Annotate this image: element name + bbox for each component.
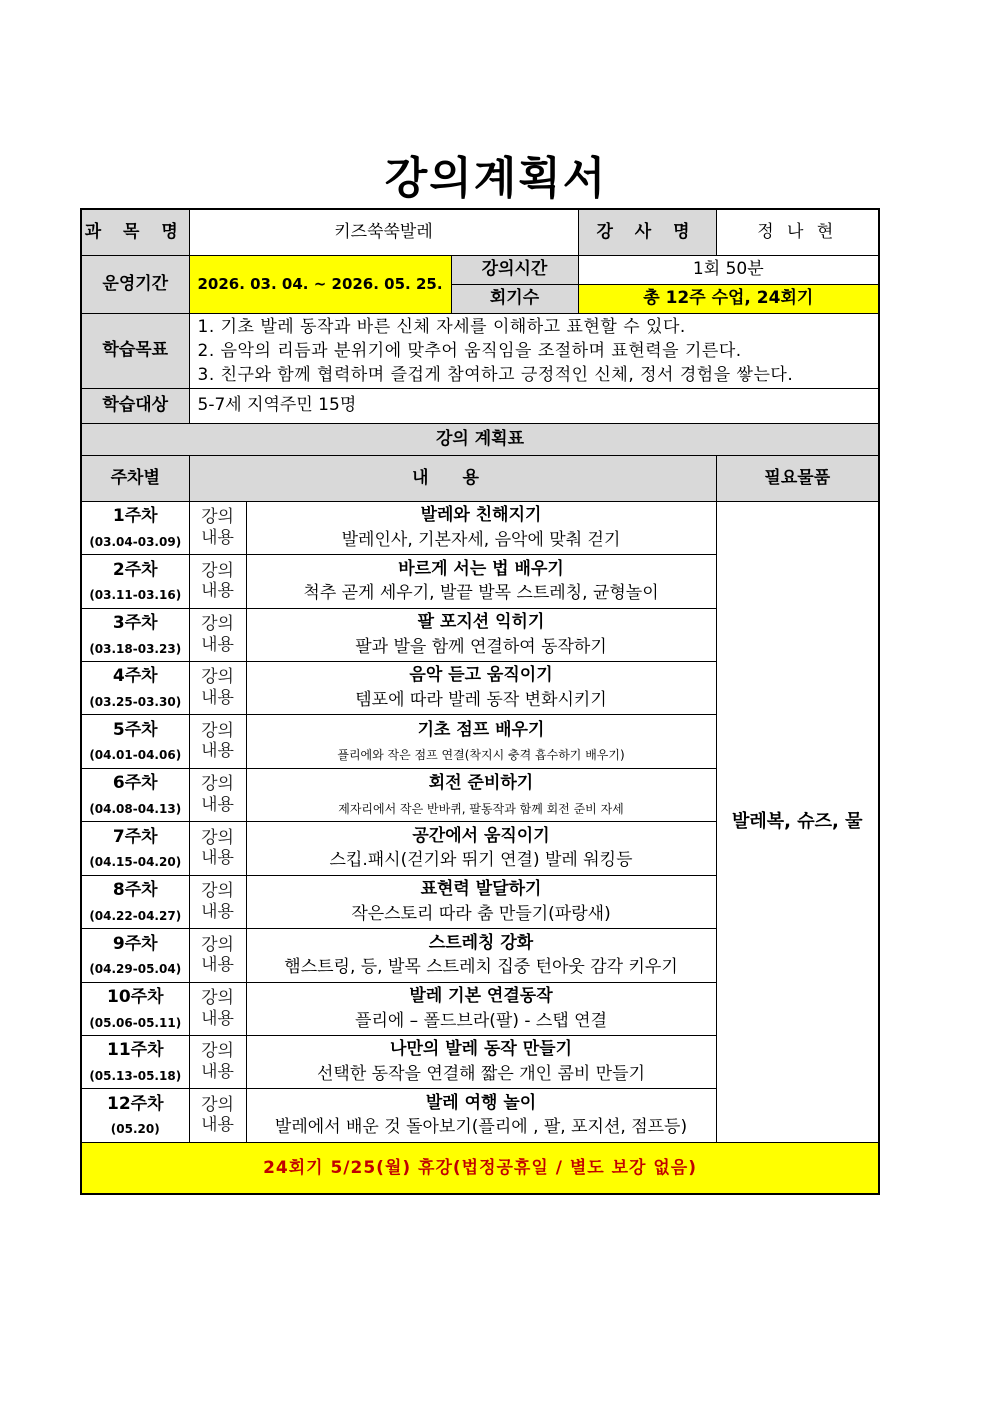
week-content	[246, 554, 716, 608]
period-label: 운영기간	[81, 255, 189, 313]
week-cell	[81, 1035, 189, 1088]
week-topic: 표현력 발달하기	[420, 879, 542, 900]
week-content	[246, 501, 716, 554]
row-label-top: 강의	[201, 560, 234, 581]
week-number: 8주차	[112, 880, 158, 901]
row-label	[189, 714, 246, 768]
week-topic: 팔 포지션 익히기	[417, 612, 545, 633]
row-label-top: 강의	[201, 1094, 234, 1115]
week-detail: 플리에와 작은 점프 연결(착지시 충격 흡수하기 배우기)	[337, 748, 625, 762]
week-topic: 회전 준비하기	[428, 773, 534, 794]
week-number: 7주차	[112, 826, 158, 847]
week-topic: 발레와 친해지기	[420, 505, 542, 526]
row-label-bottom: 내용	[201, 1115, 234, 1135]
row-label	[189, 1088, 246, 1142]
row-label-top: 강의	[201, 507, 234, 528]
week-cell	[81, 661, 189, 714]
subject-value: 키즈쑥쑥발레	[189, 209, 578, 255]
target-label: 학습대상	[81, 388, 189, 423]
col-materials-header: 필요물품	[716, 455, 879, 501]
row-label	[189, 982, 246, 1035]
row-label-bottom: 내용	[201, 634, 234, 655]
week-content	[246, 1088, 716, 1142]
week-topic: 나만의 발레 동작 만들기	[390, 1039, 572, 1060]
row-label	[189, 768, 246, 821]
week-content	[246, 608, 716, 661]
row-label-top: 강의	[201, 774, 234, 795]
week-dates: (04.29-05.04)	[89, 962, 182, 976]
week-cell	[81, 875, 189, 928]
row-label-bottom: 내용	[201, 848, 234, 868]
week-topic: 음악 듣고 움직이기	[409, 665, 553, 686]
week-topic: 기초 점프 배우기	[417, 719, 545, 740]
row-label-top: 강의	[201, 881, 234, 902]
week-number: 10주차	[106, 987, 164, 1008]
page-title: 강의계획서	[384, 153, 608, 204]
col-content-header: 내 용	[189, 455, 716, 501]
week-content	[246, 1035, 716, 1088]
holiday-notice: 24회기 5/25(월) 휴강(법정공휴일 / 별도 보강 없음)	[81, 1142, 879, 1194]
col-week-header: 주차별	[81, 455, 189, 501]
week-number: 1주차	[112, 506, 158, 527]
week-content	[246, 821, 716, 875]
count-label: 회기수	[451, 284, 578, 313]
week-topic: 스트레칭 강화	[428, 932, 534, 953]
row-label-bottom: 내용	[201, 794, 234, 815]
goal-item: 3. 친구와 함께 협력하며 즐겁게 참여하고 긍정적인 신체, 정서 경험을 쌓는다.	[197, 364, 794, 385]
week-dates: (03.11-03.16)	[89, 588, 182, 602]
plan-heading: 강의 계획표	[81, 423, 879, 455]
target-value: 5-7세 지역주민 15명	[189, 388, 879, 423]
week-detail: 선택한 동작을 연결해 짧은 개인 콤비 만들기	[317, 1063, 646, 1084]
week-detail: 스킵.패시(걷기와 뛰기 연결) 발레 워킹등	[329, 850, 633, 870]
week-detail: 템포에 따라 발레 동작 변화시키기	[355, 689, 607, 710]
week-topic: 발레 기본 연결동작	[409, 986, 553, 1007]
row-label-bottom: 내용	[201, 901, 234, 922]
row-label-bottom: 내용	[201, 581, 234, 601]
row-label-bottom: 내용	[201, 955, 234, 975]
week-detail: 플리에 – 폴드브라(팔) - 스탭 연결	[355, 1010, 607, 1031]
week-detail: 팔과 발을 함께 연결하여 동작하기	[355, 636, 607, 657]
row-label	[189, 875, 246, 928]
week-dates: (05.13-05.18)	[89, 1068, 182, 1083]
week-number: 9주차	[112, 933, 158, 954]
row-label	[189, 1035, 246, 1088]
week-content	[246, 982, 716, 1035]
week-content	[246, 768, 716, 821]
row-label-bottom: 내용	[201, 1061, 234, 1082]
subject-label: 과 목 명	[81, 209, 189, 255]
week-detail: 햄스트링, 등, 발목 스트레치 집중 턴아웃 감각 키우기	[284, 957, 678, 977]
row-label-bottom: 내용	[201, 741, 234, 761]
week-cell	[81, 608, 189, 661]
week-content	[246, 875, 716, 928]
week-number: 12주차	[106, 1093, 164, 1114]
row-label-top: 강의	[201, 614, 234, 635]
week-cell	[81, 768, 189, 821]
week-dates: (05.20)	[110, 1122, 160, 1136]
week-number: 4주차	[112, 666, 158, 687]
lecture-plan-table	[80, 208, 880, 1195]
row-label-top: 강의	[201, 827, 234, 848]
week-detail: 작은스토리 따라 춤 만들기(파랑새)	[351, 903, 611, 924]
week-topic: 공간에서 움직이기	[412, 825, 550, 846]
week-detail: 발레인사, 기본자세, 음악에 맞춰 걷기	[341, 529, 621, 550]
week-cell	[81, 928, 189, 982]
row-label	[189, 821, 246, 875]
week-detail: 척추 곧게 세우기, 발끝 발목 스트레칭, 균형놀이	[303, 583, 659, 603]
count-value: 총 12주 수업, 24회기	[578, 284, 879, 313]
goal-item: 1. 기초 발레 동작과 바른 신체 자세를 이해하고 표현할 수 있다.	[197, 316, 686, 337]
week-dates: (04.01-04.06)	[89, 748, 182, 762]
week-cell	[81, 714, 189, 768]
week-content	[246, 661, 716, 714]
week-detail: 발레에서 배운 것 돌아보기(플리에 , 팔, 포지션, 점프등)	[274, 1117, 688, 1137]
week-dates: (04.15-04.20)	[89, 855, 182, 869]
goals-list	[189, 313, 879, 388]
week-number: 11주차	[106, 1040, 164, 1061]
week-topic: 바르게 서는 법 배우기	[398, 558, 564, 579]
week-content	[246, 714, 716, 768]
week-dates: (04.08-04.13)	[89, 801, 182, 816]
week-number: 3주차	[112, 613, 158, 634]
week-cell	[81, 982, 189, 1035]
row-label	[189, 928, 246, 982]
week-row	[81, 501, 879, 554]
teacher-value: 정 나 현	[716, 209, 879, 255]
row-label	[189, 661, 246, 714]
week-cell	[81, 821, 189, 875]
week-cell	[81, 554, 189, 608]
week-number: 6주차	[112, 773, 158, 794]
week-dates: (04.22-04.27)	[89, 908, 182, 923]
row-label	[189, 554, 246, 608]
row-label-bottom: 내용	[201, 687, 234, 708]
period-value: 2026. 03. 04. ~ 2026. 05. 25.	[189, 255, 451, 313]
row-label-bottom: 내용	[201, 527, 234, 548]
week-cell	[81, 1088, 189, 1142]
goals-label: 학습목표	[81, 313, 189, 388]
week-dates: (05.06-05.11)	[89, 1015, 182, 1030]
materials-cell: 발레복, 슈즈, 물	[716, 501, 879, 1142]
week-dates: (03.04-03.09)	[89, 534, 182, 549]
week-dates: (03.25-03.30)	[89, 694, 182, 709]
week-number: 2주차	[112, 559, 158, 580]
row-label	[189, 608, 246, 661]
row-label-top: 강의	[201, 1041, 234, 1062]
time-value: 1회 50분	[578, 255, 879, 284]
row-label-bottom: 내용	[201, 1008, 234, 1029]
row-label-top: 강의	[201, 988, 234, 1009]
row-label-top: 강의	[201, 720, 234, 741]
row-label-top: 강의	[201, 667, 234, 688]
week-dates: (03.18-03.23)	[89, 641, 182, 656]
week-detail: 제자리에서 작은 반바퀴, 팔동작과 함께 회전 준비 자세	[338, 801, 624, 816]
goal-item: 2. 음악의 리듬과 분위기에 맞추어 움직임을 조절하며 표현력을 기른다.	[197, 340, 742, 361]
week-topic: 발레 여행 놀이	[425, 1092, 537, 1113]
time-label: 강의시간	[451, 255, 578, 284]
row-label-top: 강의	[201, 934, 234, 955]
week-cell	[81, 501, 189, 554]
row-label	[189, 501, 246, 554]
teacher-label: 강 사 명	[578, 209, 716, 255]
week-number: 5주차	[112, 719, 158, 740]
week-content	[246, 928, 716, 982]
